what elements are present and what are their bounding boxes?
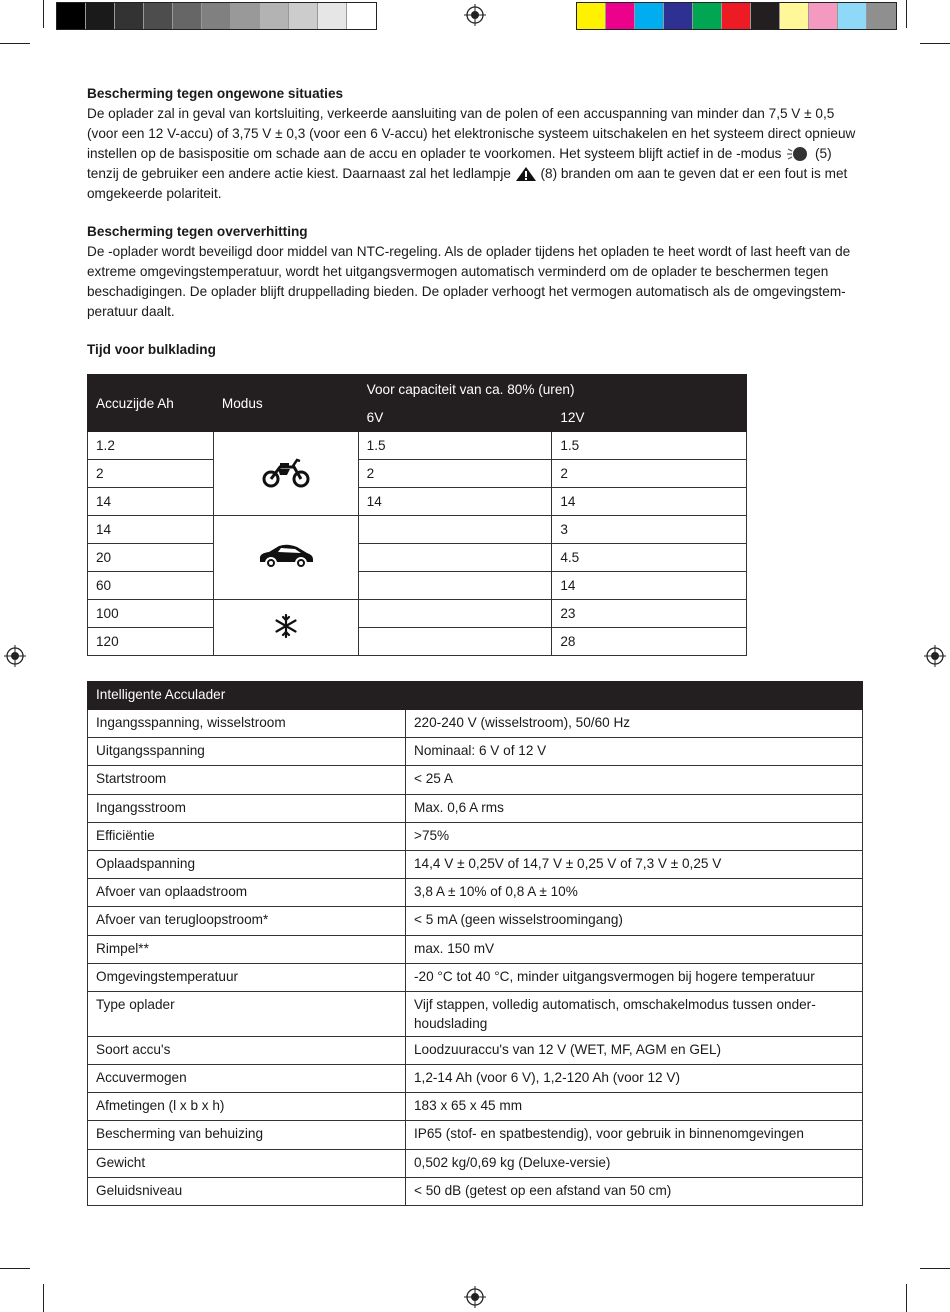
color-swatch [289, 3, 318, 29]
snowflake-mode-icon [785, 145, 811, 163]
cell-ah: 1.2 [88, 432, 214, 460]
table-row [88, 572, 747, 600]
cell-6v [358, 600, 552, 628]
color-swatch [231, 3, 260, 29]
color-swatch [173, 3, 202, 29]
spec-value: 183 x 65 x 45 mm [406, 1093, 863, 1121]
spec-label: Oplaadspanning [88, 850, 406, 878]
spec-row [88, 766, 863, 794]
spec-row [88, 1065, 863, 1093]
color-swatch [635, 3, 664, 29]
paragraph-text: (8) branden om aan te geven dat er een fout is met omgekeerde polariteit. [87, 166, 848, 201]
spec-label: Uitgangsspanning [88, 738, 406, 766]
color-swatch [57, 3, 86, 29]
paragraph [87, 104, 863, 204]
spec-row [88, 850, 863, 878]
spec-value: Nominaal: 6 V of 12 V [406, 738, 863, 766]
spec-label: Startstroom [88, 766, 406, 794]
table-row [88, 432, 747, 460]
spec-value: < 5 mA (geen wisselstroomingang) [406, 907, 863, 935]
cell-6v: 1.5 [358, 432, 552, 460]
spec-row [88, 1036, 863, 1064]
table-row [88, 628, 747, 656]
header-capacity: Voor capaciteit van ca. 80% (uren) [358, 375, 746, 404]
motorcycle-icon [260, 455, 312, 489]
color-swatch [86, 3, 115, 29]
color-swatch [202, 3, 231, 29]
spec-value: max. 150 mV [406, 935, 863, 963]
spec-label: Ingangsstroom [88, 794, 406, 822]
spec-value: 220-240 V (wisselstroom), 50/60 Hz [406, 710, 863, 738]
paragraph-text: (5) tenzij de gebruiker een andere actie kiest. Daarnaast zal het ledlampje [87, 146, 832, 181]
crop-mark [43, 0, 44, 28]
color-swatch [577, 3, 606, 29]
cell-12v: 4.5 [552, 544, 747, 572]
cell-6v: 14 [358, 488, 552, 516]
spec-value: IP65 (stof- en spatbestendig), voor gebruik in binnenomgevingen [406, 1121, 863, 1149]
color-swatch [144, 3, 173, 29]
color-swatch [867, 3, 896, 29]
spec-value: 14,4 V ± 0,25V of 14,7 V ± 0,25 V of 7,3 V ± 0,25 V [406, 850, 863, 878]
spec-value: < 25 A [406, 766, 863, 794]
header-6v: 6V [358, 404, 552, 432]
color-swatch [693, 3, 722, 29]
spec-row [88, 1093, 863, 1121]
spec-value: Vijf stappen, volledig automatisch, omschakelmodus tussen onder- houdslading [406, 991, 863, 1036]
cell-ah: 14 [88, 488, 214, 516]
spec-row [88, 1177, 863, 1205]
spec-row [88, 1121, 863, 1149]
spec-row [88, 794, 863, 822]
mode-cell [213, 432, 358, 516]
crop-mark [906, 1284, 907, 1312]
section-heading: Bescherming tegen oververhitting [87, 224, 308, 239]
color-swatch [318, 3, 347, 29]
crop-mark [43, 1284, 44, 1312]
cell-6v [358, 516, 552, 544]
registration-mark-icon [464, 4, 486, 26]
spec-value: Max. 0,6 A rms [406, 794, 863, 822]
spec-label: Rimpel** [88, 935, 406, 963]
crop-mark [906, 0, 907, 28]
spec-label: Geluidsniveau [88, 1177, 406, 1205]
paragraph-text: De -oplader wordt beveiligd door middel van NTC-regeling. Als de oplader tijdens het opladen te heet wordt of last heeft van de extreme omgevingstemperatuur, wordt het uitgangsvermogen automatisch verminderd om de oplader te beschermen tegen beschadigingen. De oplader blijft druppellading bieden. De oplader verhoogt het vermogen automatisch als de omgevingstem- peratuur daalt. [87, 244, 851, 319]
section-bulk-charging [87, 340, 863, 360]
cell-ah: 2 [88, 460, 214, 488]
section-heading: Bescherming tegen ongewone situaties [87, 86, 344, 101]
color-swatch [780, 3, 809, 29]
spec-label: Accuvermogen [88, 1065, 406, 1093]
spec-label: Afmetingen (l x b x h) [88, 1093, 406, 1121]
spec-row [88, 991, 863, 1036]
color-swatch [606, 3, 635, 29]
cell-12v: 14 [552, 572, 747, 600]
cell-12v: 23 [552, 600, 747, 628]
spec-table-title: Intelligente Acculader [88, 682, 863, 710]
cell-ah: 60 [88, 572, 214, 600]
spec-value: 1,2-14 Ah (voor 6 V), 1,2-120 Ah (voor 12 V) [406, 1065, 863, 1093]
color-swatch [751, 3, 780, 29]
spec-value: -20 °C tot 40 °C, minder uitgangsvermogen bij hogere temperatuur [406, 963, 863, 991]
paragraph-text: De oplader zal in geval van kortsluiting, verkeerde aansluiting van de polen of een accuspanning van minder dan 7,5 V ± 0,5 (voor een 12 V-accu) of 3,75 V ± 0,3 (voor een 6 V-accu) het elektronische systeem uitschakelen en het systeem direct opnieuw instellen op de basispositie om schade aan de accu en oplader te voorkomen. Het systeem blijft actief in de -modus [87, 106, 856, 161]
table-row [88, 516, 747, 544]
spec-row [88, 879, 863, 907]
spec-row [88, 963, 863, 991]
color-swatch [115, 3, 144, 29]
table-row [88, 488, 747, 516]
document-body [87, 84, 863, 378]
spec-label: Afvoer van oplaadstroom [88, 879, 406, 907]
spec-row [88, 935, 863, 963]
spec-value: 0,502 kg/0,69 kg (Deluxe-versie) [406, 1149, 863, 1177]
spec-label: Omgevingstemperatuur [88, 963, 406, 991]
spec-label: Afvoer van terugloopstroom* [88, 907, 406, 935]
spec-row [88, 738, 863, 766]
cell-6v [358, 544, 552, 572]
table-row [88, 460, 747, 488]
spec-label: Bescherming van behuizing [88, 1121, 406, 1149]
color-swatch [664, 3, 693, 29]
cell-12v: 3 [552, 516, 747, 544]
spec-label: Type oplader [88, 991, 406, 1036]
cell-6v [358, 572, 552, 600]
cell-ah: 100 [88, 600, 214, 628]
table-row [88, 600, 747, 628]
registration-mark-icon [4, 645, 26, 667]
color-swatch [838, 3, 867, 29]
registration-mark-icon [924, 645, 946, 667]
header-12v: 12V [552, 404, 747, 432]
color-swatch [260, 3, 289, 29]
mode-cell [213, 600, 358, 656]
section-abnormal-protection [87, 84, 863, 204]
specification-table [87, 681, 863, 1206]
cell-6v [358, 628, 552, 656]
crop-mark [0, 43, 30, 44]
spec-label: Gewicht [88, 1149, 406, 1177]
spec-value: < 50 dB (getest op een afstand van 50 cm) [406, 1177, 863, 1205]
cell-ah: 20 [88, 544, 214, 572]
header-battery-ah: Accuzijde Ah [88, 375, 214, 432]
car-icon [257, 541, 315, 571]
section-overheat-protection [87, 222, 863, 322]
spec-value: Loodzuuraccu's van 12 V (WET, MF, AGM en GEL) [406, 1036, 863, 1064]
cell-12v: 28 [552, 628, 747, 656]
crop-mark [0, 1268, 30, 1269]
color-swatch [722, 3, 751, 29]
color-swatch [347, 3, 376, 29]
spec-value: 3,8 A ± 10% of 0,8 A ± 10% [406, 879, 863, 907]
spec-label: Efficiëntie [88, 822, 406, 850]
crop-mark [920, 1268, 950, 1269]
bulk-charging-table [87, 374, 747, 656]
crop-mark [920, 43, 950, 44]
cell-12v: 2 [552, 460, 747, 488]
header-mode: Modus [213, 375, 358, 432]
mode-cell [213, 516, 358, 600]
cell-6v: 2 [358, 460, 552, 488]
spec-label: Ingangsspanning, wisselstroom [88, 710, 406, 738]
grayscale-calibration-bar [56, 2, 377, 30]
spec-label: Soort accu's [88, 1036, 406, 1064]
section-heading: Tijd voor bulklading [87, 342, 216, 357]
cell-12v: 14 [552, 488, 747, 516]
color-calibration-bar [576, 2, 897, 30]
spec-value: >75% [406, 822, 863, 850]
cell-12v: 1.5 [552, 432, 747, 460]
cell-ah: 14 [88, 516, 214, 544]
color-swatch [809, 3, 838, 29]
table-row [88, 544, 747, 572]
spec-row [88, 907, 863, 935]
spec-row [88, 710, 863, 738]
registration-mark-icon [464, 1286, 486, 1308]
spec-row [88, 822, 863, 850]
cell-ah: 120 [88, 628, 214, 656]
warning-triangle-icon [515, 166, 537, 182]
spec-row [88, 1149, 863, 1177]
snowflake-icon [273, 613, 299, 639]
